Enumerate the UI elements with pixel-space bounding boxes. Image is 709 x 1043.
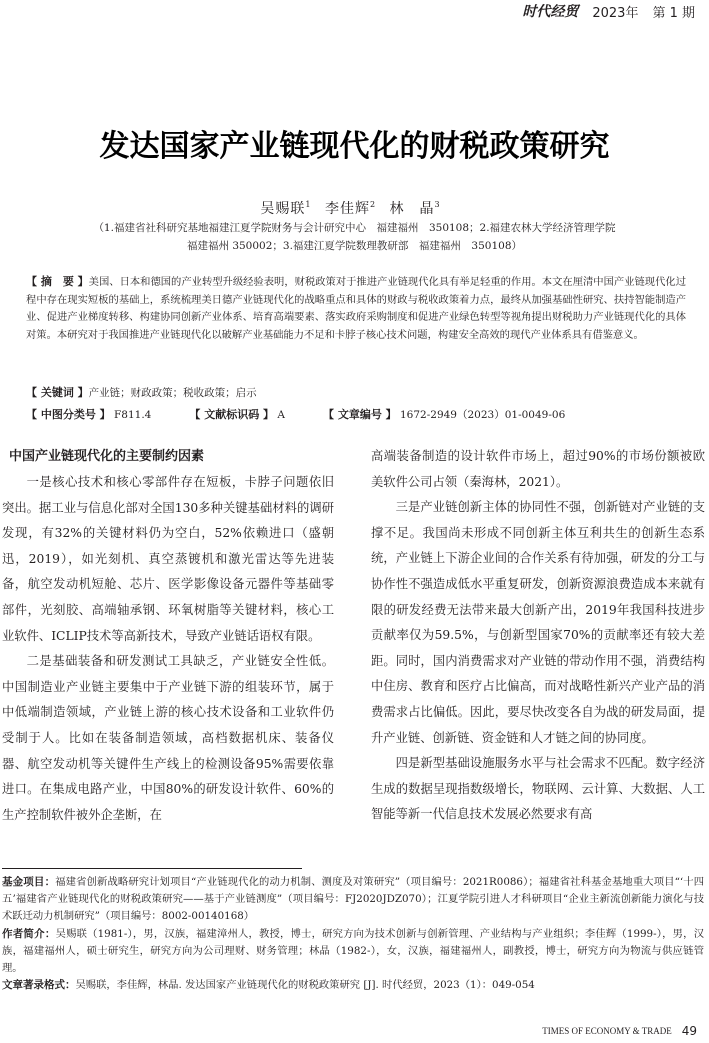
clc-label: 【 中图分类号 】 (26, 408, 111, 421)
art-value: 1672-2949（2023）01-0049-06 (400, 409, 566, 421)
citation-text: 吴赐联，李佳辉，林晶. 发达国家产业链现代化的财税政策研究 [J]. 时代经贸，2023（1）：049-054 (75, 979, 535, 992)
abstract-text: 美国、日本和德国的产业转型升级经验表明，财税政策对于推进产业链现代化具有举足轻重的作用。本文在厘清中国产业链现代化过程中存在现实短板的基础上，系统梳理美日德产业链现代化的战略重点和具体的财政与税收政策着力点，最终从加强基础性研究、扶持智能制造产业、促进产业梯度转移、构建协同创新产业体系、培育高端要素、落实政府采购制度和促进产业绿色转型等视角提出财税助力产业链现代化的具体对策。本研究对于我国推进产业链现代化以破解产业基础能力不足和卡脖子核心技术问题，构建安全高效的现代产业体系具有借鉴意义。 (26, 276, 686, 341)
doc-label: 【 文献标识码 】 (189, 408, 275, 421)
author-sup: 3 (434, 200, 441, 210)
page-number: 49 (681, 1024, 697, 1038)
classification-line (26, 406, 686, 422)
paragraph: 一是核心技术和核心零部件存在短板，卡脖子问题依旧突出。据工业与信息化部对全国130多种关键基础材料的调研发现，有32%的关键材料仍为空白，52%依赖进口（盛朝迅，2019），如光刻机、真空蒸镀机和激光雷达等先进装备，航空发动机短舱、芯片、医学影像设备元器件等基础零部件，光刻胶、高端轴承钢、环氧树脂等关键材料，核心工业软件、ICLIP技术等高新技术，导致产业链话语权有限。 (2, 475, 334, 643)
running-header (522, 0, 695, 20)
paragraph: 高端装备制造的设计软件市场上，超过90%的市场份额被欧美软件公司占领（秦海林，2021）。 (371, 449, 705, 489)
author-sup: 1 (305, 200, 312, 210)
keywords (26, 384, 686, 402)
author-list (0, 198, 709, 218)
abstract (26, 273, 686, 344)
keywords-text: 产业链；财政政策；税收政策；启示 (88, 387, 257, 399)
author-name: 林 晶 (389, 201, 435, 217)
fund-text: 福建省创新战略研究计划项目“产业链现代化的动力机制、测度及对策研究”（项目编号：2021R0086）；福建省社科基金基地重大项目“‘十四五’福建省产业链现代化的财税政策研究——基于产业链测度”（项目编号：FJ2020JDZ070）；江夏学院引进人才科研项目“企业主新流创新能力演化与技术跃迁动力机制研究”（项目编号：8002-00140168） (2, 876, 705, 923)
page-footer (542, 1024, 697, 1038)
fund-note (2, 874, 704, 926)
clc-value: F811.4 (114, 409, 152, 421)
author-text: 吴赐联（1981-），男，汉族，福建漳州人，教授，博士，研究方向为技术创新与创新管理、产业结构与产业组织；李佳辉（1999-），男，汉族，福建福州人，硕士研究生，研究方向为公司理财、财务管理；林晶（1982-），女，汉族，福建福州人，副教授，博士，研究方向为物流与供应链管理。 (2, 927, 704, 975)
keywords-label: 【 关键词 】 (26, 386, 89, 399)
author-sup: 2 (369, 200, 377, 210)
document-code (189, 406, 285, 422)
author-name: 李佳辉 (324, 201, 370, 217)
author-label: 作者简介： (2, 927, 56, 940)
right-column (371, 444, 705, 828)
author-note (2, 926, 704, 978)
paper-title: 发达国家产业链现代化的财税政策研究 (99, 129, 610, 164)
paragraph: 四是新型基础设施服务水平与社会需求不匹配。数字经济生成的数据呈现指数级增长，物联网、云计算、大数据、人工智能等新一代信息技术发展必然要求有高 (371, 756, 705, 822)
article-number (323, 406, 565, 422)
journal-issue: 第 1 期 (652, 5, 695, 21)
affiliation-line: （1.福建省社科研究基地福建江夏学院财务与会计研究中心 福建福州 350108；2.福建农林大学经济管理学院 (93, 222, 616, 234)
footnotes (2, 874, 704, 994)
art-label: 【 文章编号 】 (322, 408, 397, 421)
journal-name: 时代经贸 (522, 4, 579, 20)
journal-year: 2023年 (592, 5, 639, 21)
section-title: 中国产业链现代化的主要制约因素 (9, 449, 205, 464)
footnote-divider (2, 868, 302, 869)
left-column (2, 444, 334, 828)
clc-number (26, 406, 151, 422)
fund-label: 基金项目： (2, 876, 56, 888)
abstract-label: 【 摘 要 】 (26, 275, 89, 288)
citation-label: 文章著录格式： (2, 979, 76, 992)
journal-english-name: TIMES OF ECONOMY & TRADE (542, 1026, 672, 1036)
paragraph: 二是基础装备和研发测试工具缺乏，产业链安全性低。中国制造业产业链主要集中于产业链下游的组装环节，属于中低端制造领域，产业链上游的核心技术设备和工业软件仍受制于人。比如在装备制造领域，高档数据机床、装备仪器、航空发动机等关键件生产线上的检测设备95%需要依靠进口。在集成电路产业，中国80%的研发设计软件、60%的生产控制软件被外企垄断，在 (2, 654, 334, 822)
affiliation-line: 福建福州 350002；3.福建江夏学院数理教研部 福建福州 350108） (186, 240, 523, 252)
paragraph: 三是产业链创新主体的协同性不强，创新链对产业链的支撑不足。我国尚未形成不同创新主体互利共生的创新生态系统，产业链上下游企业间的合作关系有待加强，研发的分工与协作性不强造成低水平重复研发，创新资源浪费造成本来就有限的研发经费无法带来最大创新产出，2019年我国科技进步贡献率仅为59.5%，与创新型国家70%的贡献率还有较大差距。同时，国内消费需求对产业链的带动作用不强，消费结构中住房、教育和医疗占比偏高，而对战略性新兴产业产品的消费需求占比偏低。因此，要尽快改变各自为战的研发局面，提升产业链、创新链、资金链和人才链之间的协同度。 (371, 500, 705, 745)
citation-note (2, 977, 704, 994)
doc-value: A (277, 409, 285, 421)
author-name: 吴赐联 (260, 201, 306, 217)
